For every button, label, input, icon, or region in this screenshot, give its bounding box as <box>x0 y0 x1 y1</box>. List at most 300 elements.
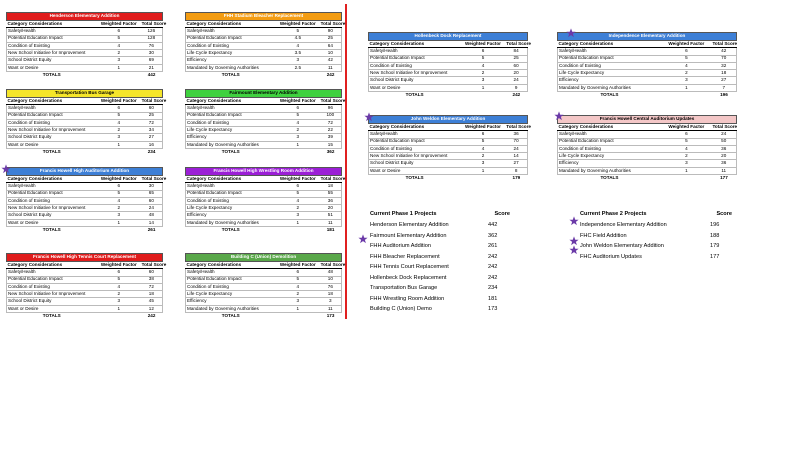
table-dock <box>368 32 531 98</box>
row-weight: 3 <box>461 77 506 84</box>
table-row <box>7 219 163 226</box>
row-score: 27 <box>141 134 163 141</box>
table-row <box>7 305 163 312</box>
row-category: Want or Desire <box>369 167 461 174</box>
row-weight: 2 <box>276 127 320 134</box>
row-weight: 3 <box>97 57 141 64</box>
project-item <box>370 283 510 294</box>
row-weight: 1 <box>661 84 711 91</box>
table-row <box>7 197 163 204</box>
row-category: Mandated by Governing Authorities <box>186 64 276 71</box>
header-weight: Weighted Factor <box>461 41 506 48</box>
row-weight: 4 <box>97 197 141 204</box>
row-category: Safety/Health <box>186 105 276 112</box>
table-row <box>186 105 342 112</box>
project-name: Hollenbeck Dock Replacement <box>370 274 447 281</box>
project-score: 242 <box>488 264 498 271</box>
row-score: 45 <box>141 298 163 305</box>
row-weight: 6 <box>97 183 141 190</box>
row-category: New School Initiative for Improvement <box>369 153 461 160</box>
row-category: Potential Education Impact <box>186 35 276 42</box>
row-category: New School Initiative for Improvement <box>7 50 97 57</box>
row-category: Safety/Health <box>558 131 662 138</box>
table-row <box>369 70 528 77</box>
row-category: Potential Education Impact <box>186 112 276 119</box>
table-row <box>186 269 342 276</box>
row-weight: 5 <box>661 55 711 62</box>
phase2-score-heading: Score <box>716 211 732 217</box>
table-row <box>186 28 342 35</box>
row-weight: 3 <box>97 134 141 141</box>
table-title: Building C (Union) Demolition <box>186 254 342 262</box>
star-icon <box>554 111 564 121</box>
header-weight: Weighted Factor <box>97 21 141 28</box>
row-weight: 4 <box>97 119 141 126</box>
table-row <box>7 298 163 305</box>
table-central <box>557 115 737 181</box>
row-category: Safety/Health <box>7 28 97 35</box>
row-weight: 1 <box>276 141 320 148</box>
row-weight: 3 <box>276 298 320 305</box>
star-icon <box>364 112 374 122</box>
table-row <box>369 167 528 174</box>
table-row <box>558 55 737 62</box>
row-score: 69 <box>141 57 163 64</box>
row-weight: 4 <box>276 283 320 290</box>
row-score: 70 <box>505 138 527 145</box>
project-name: FHH Auditorium Addition <box>370 243 431 250</box>
table-row <box>7 269 163 276</box>
row-score: 100 <box>320 112 342 119</box>
table-row <box>369 62 528 69</box>
project-name: Independence Elementary Addition <box>580 222 667 229</box>
row-weight: 6 <box>97 28 141 35</box>
row-weight: 4 <box>276 119 320 126</box>
row-score: 30 <box>141 50 163 57</box>
row-category: Potential Education Impact <box>558 55 662 62</box>
totals-label: TOTALS <box>600 91 619 97</box>
project-score: 261 <box>488 243 498 250</box>
row-weight: 3 <box>97 212 141 219</box>
table-title: Francis Howell High Tennis Court Replacement <box>7 254 163 262</box>
row-category: Potential Education Impact <box>7 35 97 42</box>
phase2-list <box>580 211 732 262</box>
row-category: New School Initiative for Improvement <box>7 205 97 212</box>
row-category: School District Equity <box>7 298 97 305</box>
row-weight: 1 <box>97 219 141 226</box>
row-score: 25 <box>505 55 527 62</box>
row-category: Life Cycle Expectancy <box>558 70 662 77</box>
project-name: Henderson Elementary Addition <box>370 222 449 229</box>
table-row <box>369 77 528 84</box>
row-weight: 2 <box>97 127 141 134</box>
row-score: 36 <box>711 160 736 167</box>
row-weight: 5 <box>97 112 141 119</box>
row-weight: 3 <box>461 160 506 167</box>
row-weight: 4 <box>97 42 141 49</box>
project-name: FHC Auditorium Updates <box>580 253 642 260</box>
row-weight: 2 <box>97 205 141 212</box>
table-row <box>369 145 528 152</box>
row-score: 11 <box>320 219 342 226</box>
row-category: School District Equity <box>369 160 461 167</box>
row-category: Want or Desire <box>7 219 97 226</box>
table-row <box>186 205 342 212</box>
row-score: 51 <box>320 212 342 219</box>
row-score: 24 <box>505 145 527 152</box>
project-name: Building C (Union) Demo <box>370 306 432 313</box>
header-weight: Weighted Factor <box>461 124 506 131</box>
row-weight: 6 <box>661 48 711 55</box>
row-category: Safety/Health <box>369 131 461 138</box>
row-category: New School Initiative for Improvement <box>369 70 461 77</box>
row-weight: 6 <box>276 183 320 190</box>
table-title: Francis Howell High Auditorium Addition <box>7 168 163 176</box>
totals-label: TOTALS <box>405 174 424 180</box>
row-category: New School Initiative for Improvement <box>7 291 97 298</box>
row-score: 12 <box>141 305 163 312</box>
row-score: 76 <box>141 42 163 49</box>
row-category: School District Equity <box>7 212 97 219</box>
header-weight: Weighted Factor <box>661 124 711 131</box>
row-weight: 5 <box>276 190 320 197</box>
table-wrestling <box>185 167 346 233</box>
row-category: Potential Education Impact <box>186 276 276 283</box>
row-score: 60 <box>505 62 527 69</box>
project-item <box>370 241 510 252</box>
table-row <box>186 50 342 57</box>
totals-label: TOTALS <box>221 226 240 232</box>
table-row <box>7 119 163 126</box>
table-row <box>558 167 737 174</box>
row-score: 30 <box>141 183 163 190</box>
table-row <box>7 205 163 212</box>
table-tennis <box>6 253 167 319</box>
header-weight: Weighted Factor <box>276 262 320 269</box>
table-row <box>7 50 163 57</box>
project-score: 177 <box>710 253 720 260</box>
row-category: Potential Education Impact <box>369 55 461 62</box>
totals-label: TOTALS <box>221 71 240 77</box>
table-row <box>558 84 737 91</box>
row-category: Mandated by Governing Authorities <box>186 305 276 312</box>
row-weight: 1 <box>97 64 141 71</box>
table-row <box>558 131 737 138</box>
star-icon <box>569 245 579 255</box>
phase-divider <box>345 4 347 319</box>
header-score: Total Score <box>141 97 167 103</box>
row-score: 20 <box>320 205 342 212</box>
table-title: John Weldon Elementary Addition <box>369 116 528 124</box>
header-score: Total Score <box>506 40 531 46</box>
row-weight: 5 <box>276 28 320 35</box>
header-score: Total Score <box>506 123 531 129</box>
row-score: 48 <box>141 212 163 219</box>
row-weight: 6 <box>276 105 320 112</box>
row-weight: 4 <box>276 42 320 49</box>
row-category: Potential Education Impact <box>7 190 97 197</box>
row-category: Condition of Existing <box>186 283 276 290</box>
project-item <box>370 273 510 284</box>
project-name: FHH Wrestling Room Addition <box>370 295 445 302</box>
header-score: Total Score <box>320 20 346 26</box>
table-row <box>7 141 163 148</box>
row-category: Condition of Existing <box>186 42 276 49</box>
row-category: Condition of Existing <box>369 62 461 69</box>
table-row <box>558 160 737 167</box>
row-score: 65 <box>141 190 163 197</box>
totals-label: TOTALS <box>42 71 61 77</box>
table-row <box>186 298 342 305</box>
row-category: Life Cycle Expectancy <box>186 50 276 57</box>
row-weight: 1 <box>276 219 320 226</box>
row-weight: 3 <box>276 134 320 141</box>
table-row <box>186 141 342 148</box>
totals-value: 173 <box>326 312 335 318</box>
table-row <box>7 112 163 119</box>
table-title: Independence Elementary Addition <box>558 33 737 41</box>
table-row <box>186 57 342 64</box>
row-category: Life Cycle Expectancy <box>186 127 276 134</box>
table-row <box>369 160 528 167</box>
table-row <box>7 42 163 49</box>
project-score: 196 <box>710 222 720 229</box>
table-row <box>7 276 163 283</box>
project-item <box>580 220 732 231</box>
row-score: 90 <box>320 28 342 35</box>
row-score: 8 <box>505 167 527 174</box>
star-icon <box>1 164 11 174</box>
row-category: Condition of Existing <box>558 145 662 152</box>
row-weight: 4.5 <box>276 35 320 42</box>
row-weight: 6 <box>97 269 141 276</box>
header-weight: Weighted Factor <box>276 176 320 183</box>
row-score: 24 <box>711 131 736 138</box>
totals-label: TOTALS <box>221 312 240 318</box>
row-category: Safety/Health <box>186 269 276 276</box>
project-item <box>370 262 510 273</box>
row-score: 60 <box>141 269 163 276</box>
project-item <box>370 252 510 263</box>
row-weight: 2 <box>461 70 506 77</box>
row-category: Life Cycle Expectancy <box>186 291 276 298</box>
row-category: Potential Education Impact <box>186 190 276 197</box>
row-score: 72 <box>141 283 163 290</box>
project-score: 181 <box>488 295 498 302</box>
row-score: 60 <box>141 105 163 112</box>
table-stadium <box>185 12 346 78</box>
table-row <box>558 138 737 145</box>
row-score: 126 <box>141 28 163 35</box>
header-category: Category Considerations <box>7 98 97 105</box>
header-category: Category Considerations <box>186 262 276 269</box>
row-score: 18 <box>711 70 736 77</box>
row-score: 27 <box>505 160 527 167</box>
row-score: 11 <box>711 167 736 174</box>
header-score: Total Score <box>320 261 346 267</box>
row-category: Efficiency <box>186 212 276 219</box>
table-row <box>369 84 528 91</box>
row-category: Safety/Health <box>369 48 461 55</box>
row-category: Condition of Existing <box>369 145 461 152</box>
row-category: Potential Education Impact <box>558 138 662 145</box>
project-item <box>370 294 510 305</box>
row-score: 11 <box>320 305 342 312</box>
totals-value: 362 <box>326 148 335 154</box>
header-category: Category Considerations <box>186 98 276 105</box>
totals-value: 442 <box>147 71 156 77</box>
row-score: 64 <box>320 42 342 49</box>
totals-label: TOTALS <box>42 312 61 318</box>
row-score: 72 <box>141 119 163 126</box>
table-row <box>186 119 342 126</box>
row-category: Want or Desire <box>369 84 461 91</box>
row-score: 84 <box>505 48 527 55</box>
table-row <box>186 112 342 119</box>
row-category: Efficiency <box>186 298 276 305</box>
row-category: Condition of Existing <box>7 119 97 126</box>
row-category: New School Initiative for Improvement <box>7 127 97 134</box>
row-weight: 6 <box>461 48 506 55</box>
table-row <box>186 183 342 190</box>
table-row <box>7 127 163 134</box>
row-weight: 2 <box>276 291 320 298</box>
table-title: FHH Stadium Bleacher Replacement <box>186 13 342 21</box>
star-icon <box>566 28 576 38</box>
phase2-heading: Current Phase 2 Projects <box>580 211 647 217</box>
header-score: Total Score <box>320 175 346 181</box>
header-category: Category Considerations <box>186 21 276 28</box>
row-category: Potential Education Impact <box>7 112 97 119</box>
row-category: Potential Education Impact <box>7 276 97 283</box>
row-weight: 6 <box>661 131 711 138</box>
table-row <box>186 305 342 312</box>
header-weight: Weighted Factor <box>97 176 141 183</box>
project-score: 179 <box>710 243 720 250</box>
row-score: 76 <box>320 283 342 290</box>
row-score: 42 <box>711 48 736 55</box>
project-score: 173 <box>488 306 498 313</box>
totals-value: 177 <box>720 174 728 180</box>
totals-value: 196 <box>720 91 728 97</box>
totals-value: 179 <box>512 174 521 180</box>
row-category: School District Equity <box>7 57 97 64</box>
row-category: Condition of Existing <box>558 62 662 69</box>
table-title: Francis Howell Central Auditorium Updates <box>558 116 737 124</box>
table-fairmount <box>185 89 346 155</box>
row-score: 25 <box>320 35 342 42</box>
table-row <box>558 145 737 152</box>
table-title: Francis Howell High Wrestling Room Addition <box>186 168 342 176</box>
row-score: 32 <box>711 62 736 69</box>
row-score: 14 <box>141 219 163 226</box>
row-score: 25 <box>141 112 163 119</box>
row-score: 15 <box>320 141 342 148</box>
header-score: Total Score <box>141 261 167 267</box>
project-item <box>370 220 510 231</box>
project-name: Transportation Bus Garage <box>370 285 438 292</box>
table-row <box>369 55 528 62</box>
row-category: Safety/Health <box>186 28 276 35</box>
row-score: 11 <box>320 64 342 71</box>
row-category: Efficiency <box>186 134 276 141</box>
totals-label: TOTALS <box>405 91 424 97</box>
table-weldon <box>368 115 531 181</box>
row-category: Want or Desire <box>7 64 97 71</box>
row-category: Condition of Existing <box>186 119 276 126</box>
header-score: Total Score <box>320 97 346 103</box>
table-row <box>7 283 163 290</box>
star-icon <box>358 234 368 244</box>
row-category: School District Equity <box>7 134 97 141</box>
row-category: Mandated by Governing Authorities <box>558 167 662 174</box>
header-category: Category Considerations <box>186 176 276 183</box>
table-row <box>7 291 163 298</box>
star-icon <box>569 216 579 226</box>
table-row <box>186 276 342 283</box>
row-category: Mandated by Governing Authorities <box>186 219 276 226</box>
project-item <box>370 304 510 315</box>
row-score: 21 <box>141 64 163 71</box>
row-score: 36 <box>505 131 527 138</box>
row-weight: 1 <box>461 167 506 174</box>
row-score: 20 <box>505 70 527 77</box>
row-weight: 3 <box>276 212 320 219</box>
row-score: 22 <box>320 127 342 134</box>
table-row <box>7 35 163 42</box>
table-row <box>7 64 163 71</box>
project-name: FHC Field Addition <box>580 232 627 239</box>
project-item <box>580 241 732 252</box>
project-item <box>580 252 732 263</box>
row-category: Condition of Existing <box>7 42 97 49</box>
table-row <box>558 70 737 77</box>
row-category: Condition of Existing <box>7 283 97 290</box>
table-row <box>7 28 163 35</box>
row-weight: 2 <box>661 153 711 160</box>
table-row <box>558 62 737 69</box>
project-item <box>580 231 732 242</box>
row-score: 10 <box>320 50 342 57</box>
header-score: Total Score <box>712 40 738 46</box>
row-category: Want or Desire <box>7 141 97 148</box>
row-weight: 5 <box>461 55 506 62</box>
totals-value: 261 <box>147 226 156 232</box>
table-title: Transportation Bus Garage <box>7 90 163 98</box>
row-score: 128 <box>141 35 163 42</box>
row-category: Mandated by Governing Authorities <box>558 84 662 91</box>
row-score: 20 <box>711 153 736 160</box>
row-weight: 6 <box>97 105 141 112</box>
project-name: FHH Bleacher Replacement <box>370 253 440 260</box>
row-score: 60 <box>141 197 163 204</box>
row-category: Safety/Health <box>558 48 662 55</box>
row-weight: 2 <box>661 70 711 77</box>
row-category: Efficiency <box>558 160 662 167</box>
row-score: 10 <box>320 276 342 283</box>
row-score: 96 <box>320 105 342 112</box>
header-weight: Weighted Factor <box>97 98 141 105</box>
row-weight: 6 <box>276 269 320 276</box>
row-weight: 4 <box>461 145 506 152</box>
header-category: Category Considerations <box>558 124 662 131</box>
header-weight: Weighted Factor <box>276 98 320 105</box>
table-row <box>369 131 528 138</box>
row-score: 27 <box>711 77 736 84</box>
row-score: 48 <box>320 269 342 276</box>
table-row <box>369 138 528 145</box>
row-weight: 3.5 <box>276 50 320 57</box>
